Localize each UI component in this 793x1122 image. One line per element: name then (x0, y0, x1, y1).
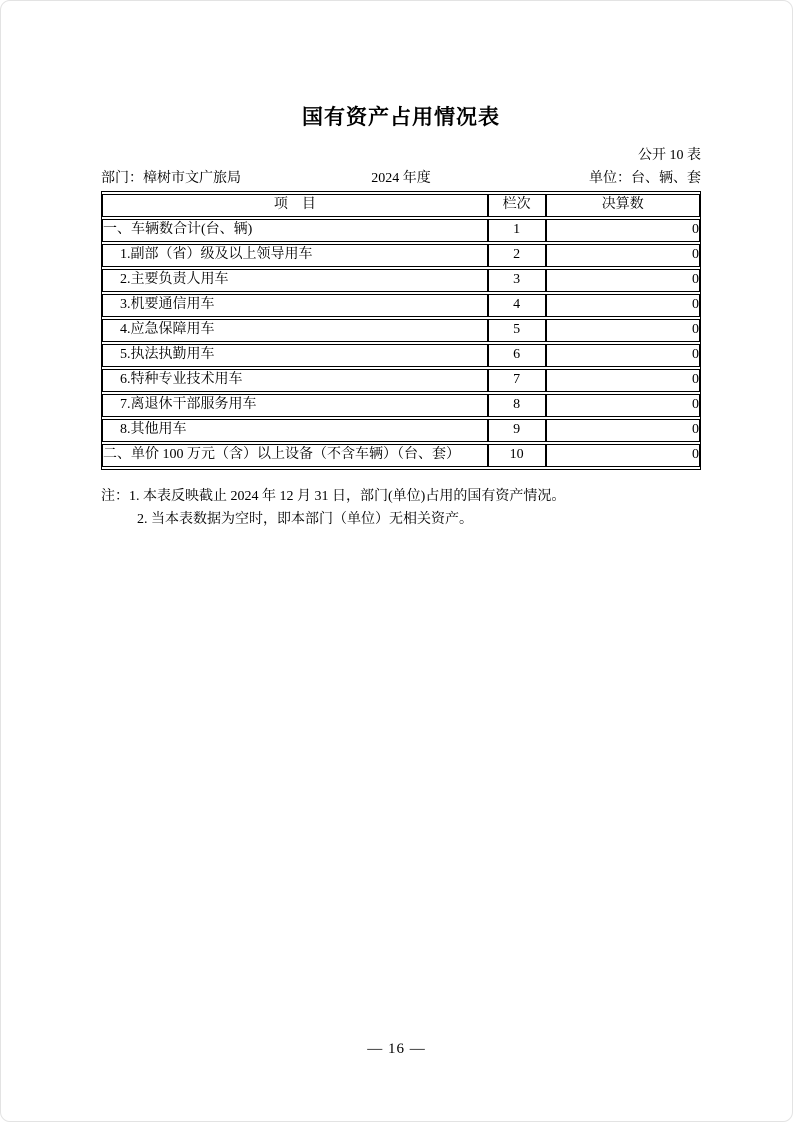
column-header-item: 项 目 (102, 194, 488, 217)
notes-lines (129, 485, 565, 531)
column-header-colno: 栏次 (488, 194, 546, 217)
row-value: 0 (546, 219, 700, 242)
document-content (101, 1, 701, 531)
note-line-1: 1. 本表反映截止 2024 年 12 月 31 日，部门(单位)占用的国有资产情况。 (129, 489, 566, 504)
fiscal-year-label: 2024 年度 (371, 171, 431, 186)
page-number: — 16 — (367, 1041, 426, 1057)
row-colno: 5 (488, 319, 546, 342)
table-row (102, 394, 700, 417)
row-item-label: 5.执法执勤用车 (102, 344, 488, 367)
table-row (102, 319, 700, 342)
column-header-final-amount: 决算数 (546, 194, 700, 217)
row-colno: 8 (488, 394, 546, 417)
table-row (102, 369, 700, 392)
table-meta-row (101, 167, 701, 187)
table-notes (101, 485, 701, 531)
table-row (102, 269, 700, 292)
row-item-label: 一、车辆数合计(台、辆) (102, 219, 488, 242)
row-item-label: 二、单价 100 万元（含）以上设备（不含车辆）（台、套） (102, 444, 488, 467)
table-row (102, 419, 700, 442)
row-colno: 6 (488, 344, 546, 367)
row-item-label: 6.特种专业技术用车 (102, 369, 488, 392)
state-assets-table (101, 191, 701, 470)
row-colno: 7 (488, 369, 546, 392)
row-colno: 4 (488, 294, 546, 317)
row-value: 0 (546, 319, 700, 342)
table-header-row (102, 194, 700, 217)
row-value: 0 (546, 444, 700, 467)
row-item-label: 4.应急保障用车 (102, 319, 488, 342)
table-row (102, 219, 700, 242)
row-colno: 3 (488, 269, 546, 292)
row-item-label: 8.其他用车 (102, 419, 488, 442)
row-value: 0 (546, 244, 700, 267)
row-colno: 2 (488, 244, 546, 267)
row-value: 0 (546, 294, 700, 317)
department-label: 部门：樟树市文广旅局 (101, 171, 241, 186)
row-item-label: 3.机要通信用车 (102, 294, 488, 317)
row-value: 0 (546, 394, 700, 417)
note-line-2: 2. 当本表数据为空时，即本部门（单位）无相关资产。 (137, 512, 473, 528)
row-item-label: 2.主要负责人用车 (102, 269, 488, 292)
row-item-label: 7.离退休干部服务用车 (102, 394, 488, 417)
table-row (102, 294, 700, 317)
row-colno: 9 (488, 419, 546, 442)
table-row (102, 344, 700, 367)
row-colno: 10 (488, 444, 546, 467)
row-value: 0 (546, 369, 700, 392)
table-row (102, 444, 700, 467)
row-colno: 1 (488, 219, 546, 242)
notes-prefix: 注： (101, 489, 129, 504)
table-row (102, 244, 700, 267)
row-value: 0 (546, 419, 700, 442)
table-code-label: 公开 10 表 (638, 148, 701, 163)
page-title: 国有资产占用情况表 (302, 106, 500, 129)
row-value: 0 (546, 269, 700, 292)
unit-label: 单位：台、辆、套 (589, 171, 701, 186)
row-value: 0 (546, 344, 700, 367)
row-item-label: 1.副部（省）级及以上领导用车 (102, 244, 488, 267)
